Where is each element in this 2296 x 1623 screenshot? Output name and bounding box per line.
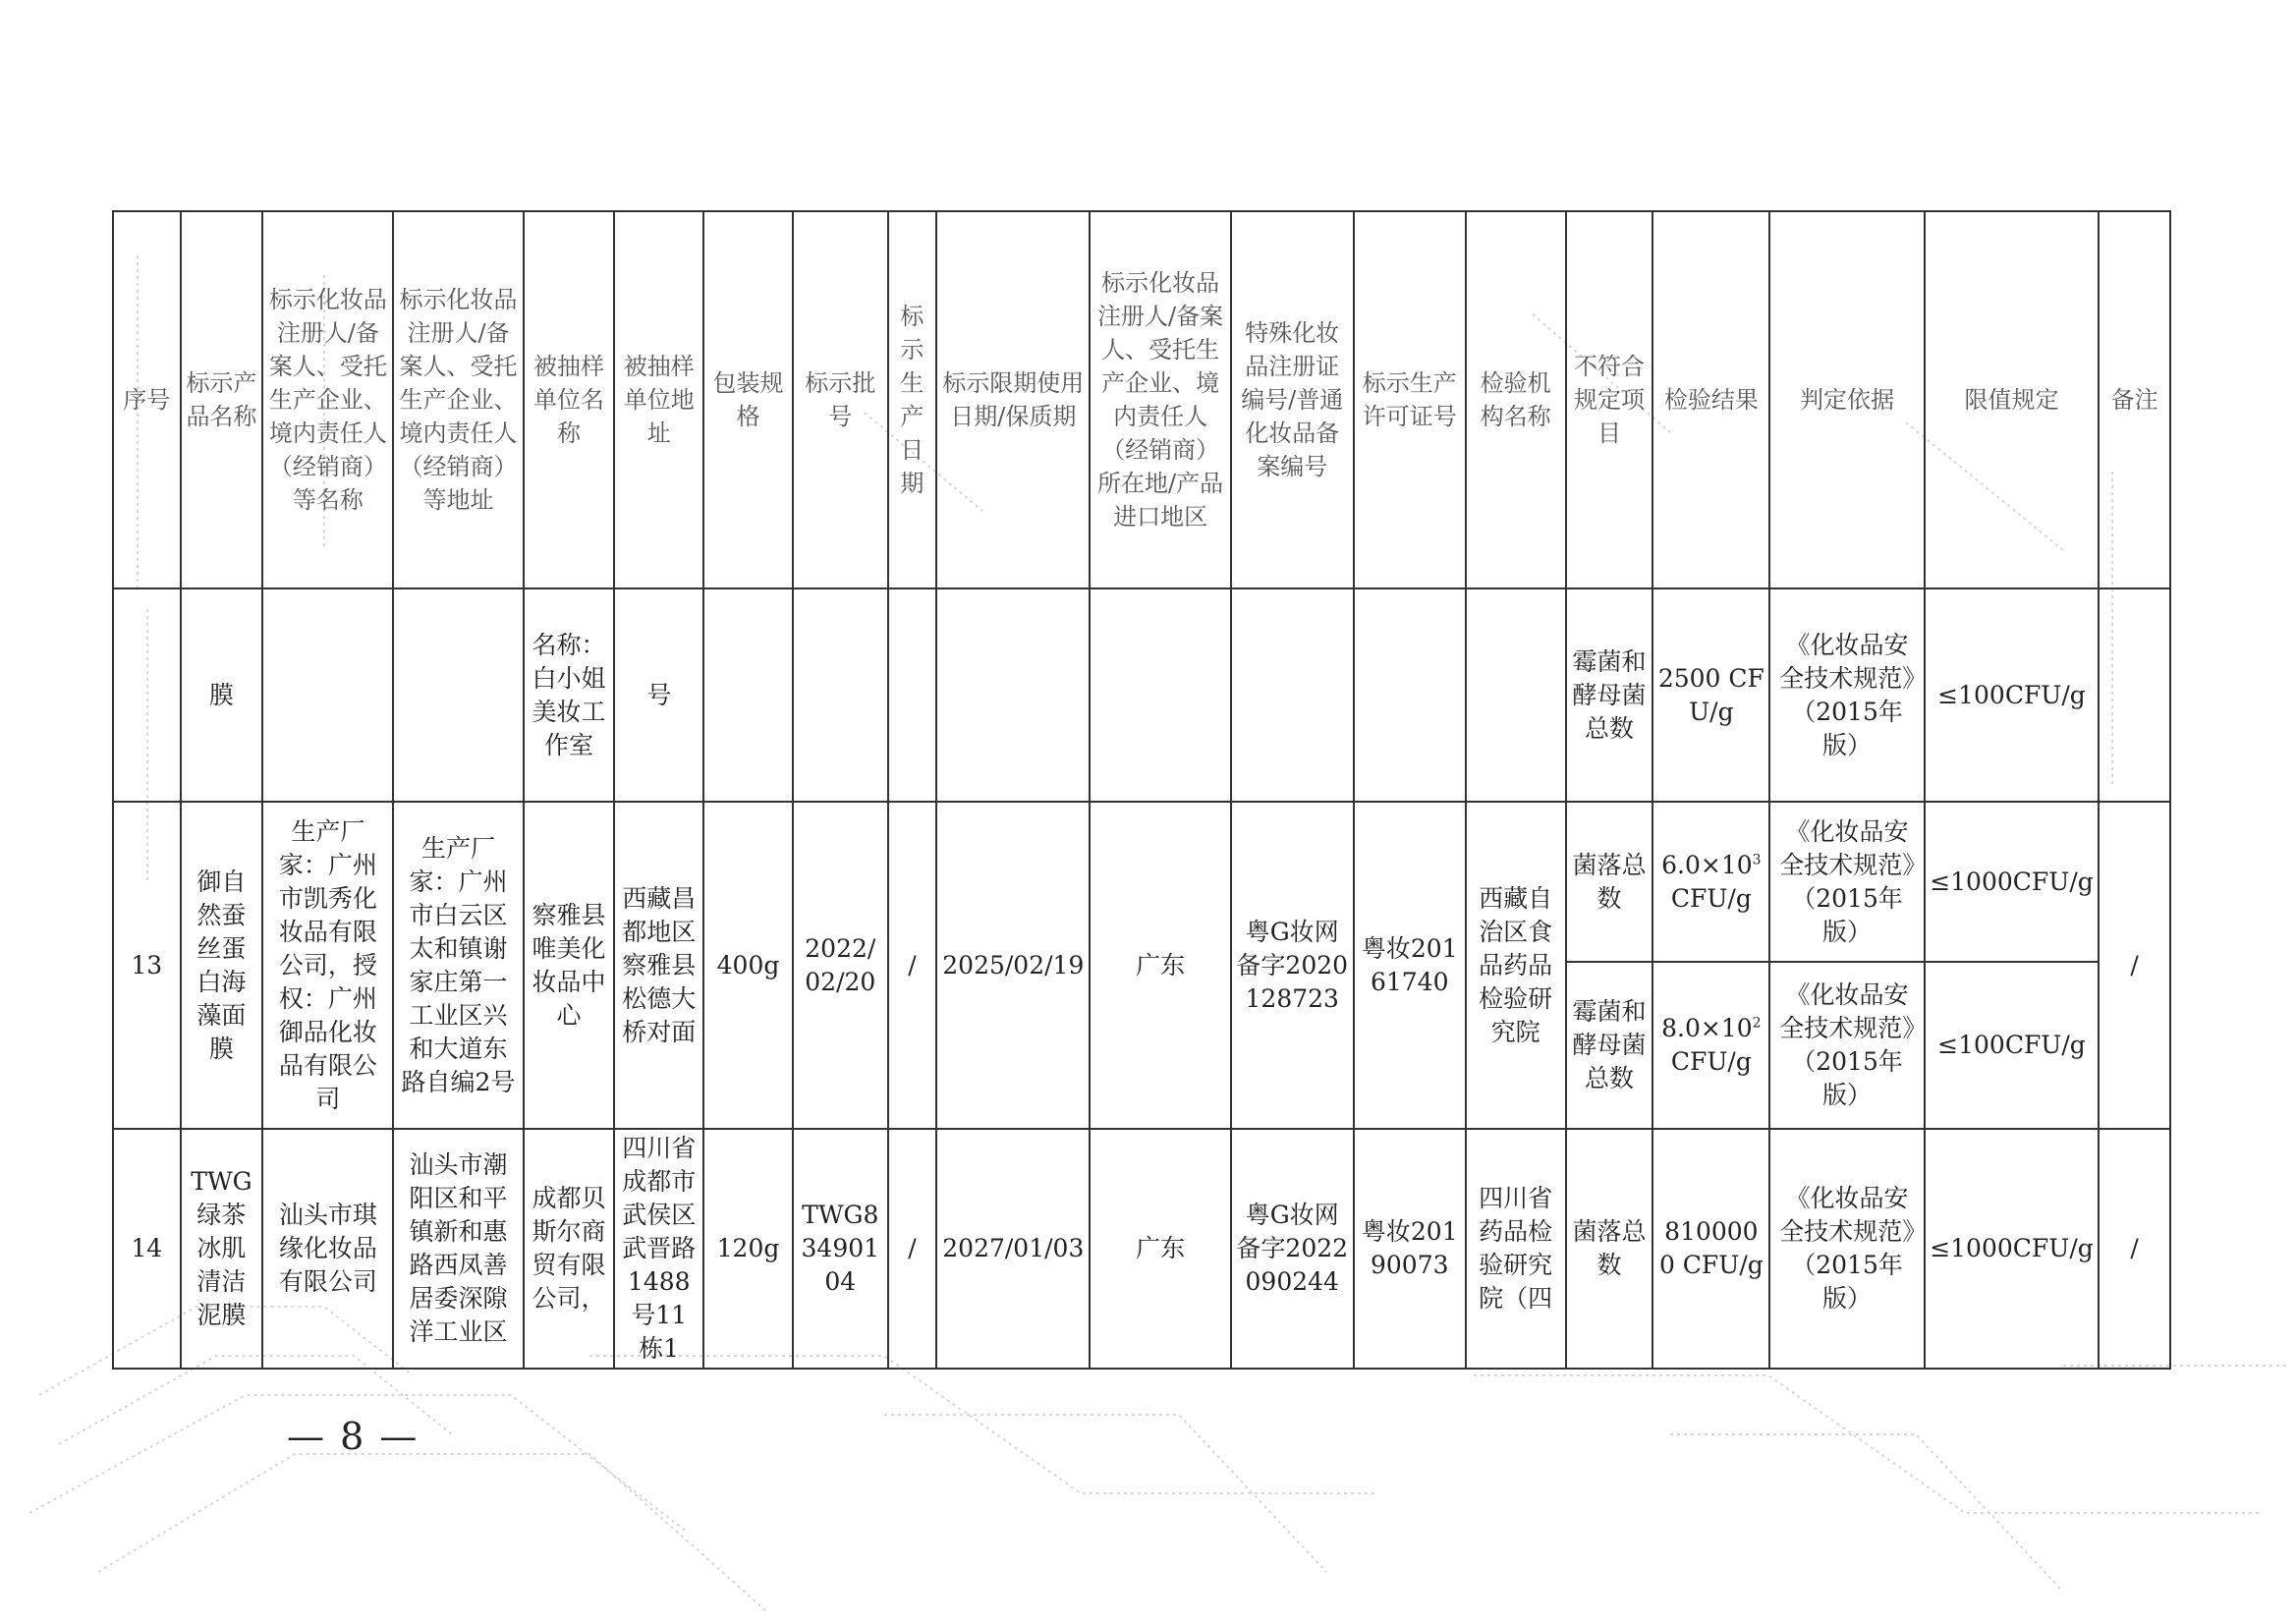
table-row <box>113 1129 2170 1369</box>
header-company-address: 标示化妆品注册人/备案人、受托生产企业、境内责任人（经销商）等地址 <box>393 211 523 588</box>
cell-sampled-unit: 成都贝斯尔商贸有限公司， <box>524 1129 615 1369</box>
inspection-results-table <box>112 210 2171 1370</box>
cell-sampled-unit: 察雅县唯美化妆品中心 <box>524 802 615 1129</box>
cell-product: 膜 <box>181 588 263 802</box>
header-company-name: 标示化妆品注册人/备案人、受托生产企业、境内责任人（经销商）等名称 <box>262 211 393 588</box>
cell-batch: 2022/02/20 <box>793 802 888 1129</box>
result-exponent: 3 <box>1752 852 1762 868</box>
cell-no: 13 <box>113 802 181 1129</box>
cell-sampled-address: 号 <box>614 588 703 802</box>
cell-package: 400g <box>703 802 793 1129</box>
header-product: 标示产品名称 <box>181 211 263 588</box>
cell-product: 御自然蚕丝蛋白海藻面膜 <box>181 802 263 1129</box>
cell-expiry: 2027/01/03 <box>936 1129 1090 1369</box>
header-expiry: 标示限期使用日期/保质期 <box>936 211 1090 588</box>
cell-production-date: / <box>888 1129 936 1369</box>
cell-batch <box>793 588 888 802</box>
cell-failed-item: 菌落总数 <box>1566 1129 1653 1369</box>
header-note: 备注 <box>2099 211 2170 588</box>
page-number: — 8 — <box>287 1415 420 1458</box>
cell-basis: 《化妆品安全技术规范》（2015年版） <box>1769 802 1924 962</box>
header-batch: 标示批号 <box>793 211 888 588</box>
cell-no <box>113 588 181 802</box>
cell-company: 汕头市琪缘化妆品有限公司 <box>262 1129 393 1369</box>
cell-result: 8100000 CFU/g <box>1652 1129 1769 1369</box>
cell-sampled-unit: 名称：白小姐美妆工作室 <box>524 588 615 802</box>
cell-lab: 西藏自治区食品药品检验研究院 <box>1466 802 1566 1129</box>
cell-result <box>1652 802 1769 962</box>
cell-expiry <box>936 588 1090 802</box>
result-base: 6.0×10 <box>1661 850 1753 879</box>
header-filing-number: 特殊化妆品注册证编号/普通化妆品备案编号 <box>1231 211 1354 588</box>
cell-no: 14 <box>113 1129 181 1369</box>
cell-license: 粤妆20190073 <box>1354 1129 1466 1369</box>
cell-basis: 《化妆品安全技术规范》（2015年版） <box>1769 588 1924 802</box>
cell-region: 广东 <box>1090 1129 1230 1369</box>
result-unit: CFU/g <box>1670 1047 1752 1076</box>
cell-filing-number <box>1231 588 1354 802</box>
cell-product: TWG绿茶冰肌清洁泥膜 <box>181 1129 263 1369</box>
result-base: 8.0×10 <box>1661 1014 1753 1042</box>
cell-sampled-address: 西藏昌都地区察雅县松德大桥对面 <box>614 802 703 1129</box>
cell-failed-item: 霉菌和酵母菌总数 <box>1566 588 1653 802</box>
header-result: 检验结果 <box>1652 211 1769 588</box>
cell-filing-number: 粤G妆网备字2020128723 <box>1231 802 1354 1129</box>
cell-production-date: / <box>888 802 936 1129</box>
cell-lab: 四川省药品检验研究院（四 <box>1466 1129 1566 1369</box>
cell-note: / <box>2099 1129 2170 1369</box>
cell-batch: TWG83490104 <box>793 1129 888 1369</box>
header-license: 标示生产许可证号 <box>1354 211 1466 588</box>
header-lab: 检验机构名称 <box>1466 211 1566 588</box>
table-row <box>113 802 2170 962</box>
cell-company: 生产厂家：广州市凯秀化妆品有限公司，授权：广州御品化妆品有限公司 <box>262 802 393 1129</box>
header-production-date: 标示生产日期 <box>888 211 936 588</box>
header-sampled-address: 被抽样单位地址 <box>614 211 703 588</box>
cell-license <box>1354 588 1466 802</box>
cell-note: / <box>2099 802 2170 1129</box>
cell-filing-number: 粤G妆网备字2022090244 <box>1231 1129 1354 1369</box>
cell-basis: 《化妆品安全技术规范》（2015年版） <box>1769 962 1924 1129</box>
cell-basis: 《化妆品安全技术规范》（2015年版） <box>1769 1129 1924 1369</box>
header-basis: 判定依据 <box>1769 211 1924 588</box>
header-limit: 限值规定 <box>1925 211 2100 588</box>
cell-limit: ≤100CFU/g <box>1925 588 2100 802</box>
cell-sampled-address: 四川省成都市武侯区武晋路1488号11栋1 <box>614 1129 703 1369</box>
table-row <box>113 588 2170 802</box>
cell-company-address: 生产厂家：广州市白云区太和镇谢家庄第一工业区兴和大道东路自编2号 <box>393 802 523 1129</box>
result-unit: CFU/g <box>1670 883 1752 913</box>
cell-result: 2500 CFU/g <box>1652 588 1769 802</box>
header-package: 包装规格 <box>703 211 793 588</box>
header-no: 序号 <box>113 211 181 588</box>
cell-company <box>262 588 393 802</box>
header-row <box>113 211 2170 588</box>
cell-production-date <box>888 588 936 802</box>
cell-note <box>2099 588 2170 802</box>
cell-region: 广东 <box>1090 802 1230 1129</box>
result-exponent: 2 <box>1752 1015 1762 1032</box>
header-region: 标示化妆品注册人/备案人、受托生产企业、境内责任人（经销商）所在地/产品进口地区 <box>1090 211 1230 588</box>
cell-lab <box>1466 588 1566 802</box>
cell-limit: ≤100CFU/g <box>1925 962 2100 1129</box>
header-failed-item: 不符合规定项目 <box>1566 211 1653 588</box>
header-sampled-unit: 被抽样单位名称 <box>524 211 615 588</box>
cell-license: 粤妆20161740 <box>1354 802 1466 1129</box>
cell-region <box>1090 588 1230 802</box>
cell-package: 120g <box>703 1129 793 1369</box>
cell-failed-item: 菌落总数 <box>1566 802 1653 962</box>
cell-expiry: 2025/02/19 <box>936 802 1090 1129</box>
cell-company-address: 汕头市潮阳区和平镇新和惠路西凤善居委深隙洋工业区 <box>393 1129 523 1369</box>
cell-limit: ≤1000CFU/g <box>1925 802 2100 962</box>
cell-failed-item: 霉菌和酵母菌总数 <box>1566 962 1653 1129</box>
cell-package <box>703 588 793 802</box>
cell-limit: ≤1000CFU/g <box>1925 1129 2100 1369</box>
cell-result <box>1652 962 1769 1129</box>
cell-company-address <box>393 588 523 802</box>
